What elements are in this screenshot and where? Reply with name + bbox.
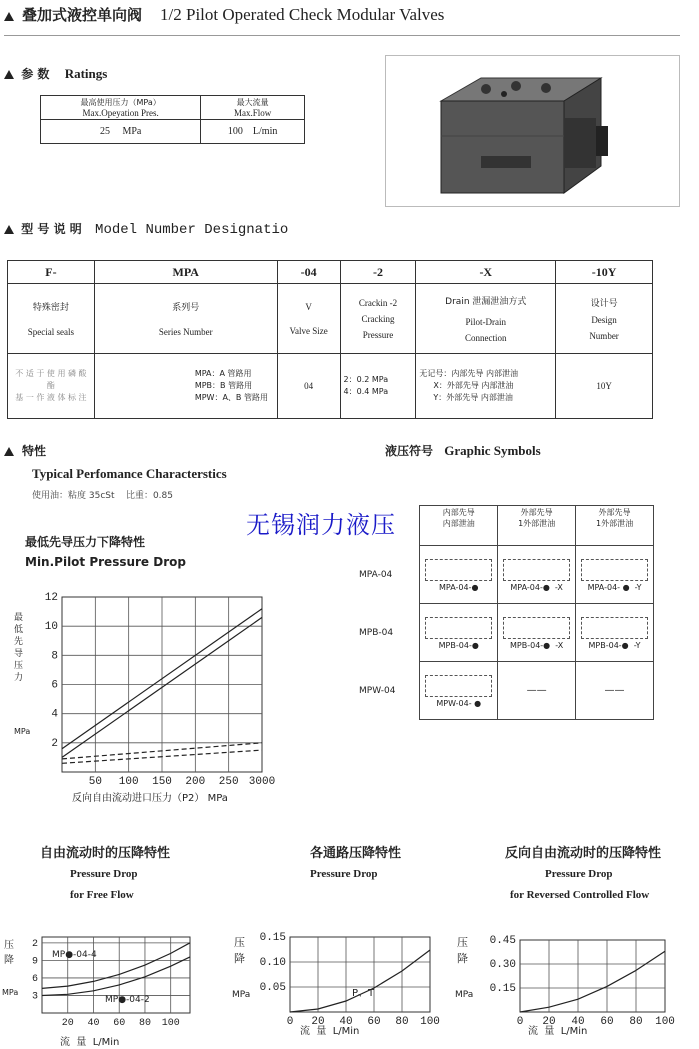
hydraulic-symbol-icon (425, 617, 492, 639)
symbol-cell: MPB-04-● -Y (576, 604, 654, 662)
chart3-title-cn: 反向自由流动时的压降特性 (505, 846, 662, 861)
symbol-cell: MPA-04- ● -Y (576, 546, 654, 604)
series-line (520, 951, 665, 1012)
hydraulic-symbol-icon (425, 559, 492, 581)
pilot-chart-title-cn: 最低先导压力下降特性 (25, 535, 146, 549)
y-tick-label: 6 (51, 679, 58, 692)
y-tick-label: 6 (31, 973, 38, 985)
hydraulic-symbol-icon (503, 559, 570, 581)
ratings-max-flow: 100 L/min (201, 120, 305, 144)
x-tick-label: 200 (185, 776, 206, 788)
chart3-yunit: MPa (455, 990, 474, 1000)
graphic-heading (385, 442, 541, 459)
ratings-heading (4, 65, 107, 82)
chart1-yunit: MPa (2, 988, 19, 997)
x-tick-label: 250 (218, 776, 239, 788)
x-tick-label: 40 (571, 1016, 585, 1028)
y-tick-label: 2 (51, 737, 58, 750)
x-tick-label: 100 (420, 1016, 440, 1028)
ratings-table (40, 95, 305, 144)
x-tick-label: 150 (152, 776, 172, 788)
y-tick-label: 12 (44, 592, 58, 604)
hydraulic-symbol-icon (425, 675, 492, 697)
valve-photo (385, 55, 680, 207)
desc-size: V Valve Size (277, 284, 340, 354)
section-marker-icon (4, 447, 14, 456)
val-size: 04 (277, 354, 340, 419)
val-series: MPA：A 管路用 MPB：B 管路用 MPW：A、B 管路用 (94, 354, 277, 419)
code-drain: -X (416, 261, 556, 284)
hydraulic-symbol-icon (581, 559, 648, 581)
model-table (7, 260, 653, 419)
chart3-title-en1: Pressure Drop (545, 868, 613, 880)
section-marker-icon (4, 12, 14, 21)
symbol-col-header-3: 外部先导 1外部泄油 (576, 506, 654, 546)
x-tick-label: 20 (311, 1016, 325, 1028)
val-drain: 无记号：内部先导 内部泄油 X：外部先导 内部泄油 Y：外部先导 内部泄油 (416, 354, 556, 419)
x-tick-label: 60 (113, 1018, 126, 1029)
x-tick-label: 0 (516, 1016, 524, 1028)
ratings-heading-en: Ratings (64, 66, 108, 81)
chart2-xlabel: 流 量 L/Min (300, 1026, 360, 1037)
perf-heading-en: Typical Perfomance Characterstics (32, 466, 227, 481)
val-cracking: 2：0.2 MPa 4：0.4 MPa (340, 354, 416, 419)
graphic-heading-en: Graphic Symbols (444, 443, 541, 458)
code-design: -10Y (556, 261, 653, 284)
x-tick-label: 60 (367, 1016, 381, 1028)
symbol-cell: MPB-04-● -X (498, 604, 576, 662)
perf-heading (4, 442, 46, 460)
hydraulic-symbol-icon (503, 617, 570, 639)
x-tick-label: 100 (118, 776, 139, 788)
y-tick-label: 0.05 (259, 982, 286, 994)
chart1-ylabel: 压降 (4, 940, 14, 966)
chart2-title-cn: 各通路压降特性 (310, 846, 402, 861)
series-line (290, 950, 430, 1012)
chart2-title-en: Pressure Drop (310, 868, 378, 880)
x-tick-label: 3000 (248, 776, 276, 788)
code-size: -04 (277, 261, 340, 284)
x-tick-label: 20 (61, 1018, 74, 1029)
pilot-chart-ylabel: 最低先导压力 (14, 613, 24, 683)
y-tick-label: 3 (31, 991, 38, 1003)
symbol-row-label: MPW-04 (359, 685, 396, 696)
y-tick-label: 0.15 (489, 983, 516, 995)
code-special-seal: F- (8, 261, 95, 284)
watermark-text: 无锡润力液压 (246, 511, 396, 539)
y-tick-label: 2 (31, 938, 38, 950)
pilot-chart-title-en: Min.Pilot Pressure Drop (25, 555, 186, 569)
plot-frame (290, 937, 430, 1012)
y-tick-label: 0.15 (259, 932, 286, 944)
symbol-cell: —— (576, 662, 654, 720)
pilot-pressure-chart (0, 585, 300, 805)
y-tick-label: 8 (51, 650, 58, 663)
y-tick-label: 0.30 (489, 959, 516, 971)
symbol-col-header-2: 外部先导 1外部泄油 (498, 506, 576, 546)
ratings-max-pressure: 25 MPa (41, 120, 201, 144)
y-tick-label: 0.10 (259, 957, 286, 969)
chart3-xlabel: 流 量 L/Min (528, 1026, 588, 1037)
chart2-series-label: P、T (352, 988, 375, 999)
symbol-cell: MPW-04- ● (420, 662, 498, 720)
symbol-cell: MPA-04-● (420, 546, 498, 604)
page-title-en: 1/2 Pilot Operated Check Modular Valves (160, 5, 445, 24)
code-series: MPA (94, 261, 277, 284)
desc-series: 系列号 Series Number (94, 284, 277, 354)
x-tick-label: 80 (629, 1016, 643, 1028)
desc-special-seal: 特殊密封 Special seals (8, 284, 95, 354)
symbol-row-label: MPB-04 (359, 627, 394, 638)
chart1-title-en2: for Free Flow (70, 889, 134, 901)
oil-note: 使用油：粘度 35cSt 比重：0.85 (32, 491, 173, 501)
section-marker-icon (4, 70, 14, 79)
symbol-col-header-1: 内部先导 内部泄油 (420, 506, 498, 546)
symbol-row-label: MPA-04 (359, 569, 393, 580)
y-tick-label: 4 (51, 708, 58, 721)
x-tick-label: 40 (87, 1018, 100, 1029)
series-line (42, 957, 190, 996)
model-heading (4, 220, 288, 238)
chart1-xlabel: 流 量 L/Min (60, 1037, 120, 1048)
valve-illustration (386, 56, 679, 206)
graphic-heading-cn: 液压符号 (385, 444, 434, 458)
page-header (4, 4, 694, 32)
x-tick-label: 100 (161, 1018, 180, 1029)
model-heading-en: Model Number Designatio (95, 222, 289, 238)
ratings-col2-header: 最大流量 Max.Flow (201, 96, 305, 120)
y-tick-label: 0.45 (489, 935, 516, 947)
y-tick-label: 10 (44, 621, 58, 634)
symbol-cell: MPB-04-● (420, 604, 498, 662)
model-heading-cn: 型 号 说 明 (21, 222, 82, 236)
desc-cracking: Crackin -2 Cracking Pressure (340, 284, 416, 354)
desc-design: 设计号 Design Number (556, 284, 653, 354)
chart1-series1-label: MP●-04-4 (52, 950, 97, 960)
perf-heading-cn: 特性 (22, 444, 47, 458)
symbol-cell: —— (498, 662, 576, 720)
chart3-ylabel: 压降 (457, 936, 468, 965)
x-tick-label: 40 (339, 1016, 353, 1028)
ratings-heading-cn: 参 数 (21, 67, 50, 81)
x-tick-label: 100 (655, 1016, 675, 1028)
x-tick-label: 50 (88, 776, 102, 788)
plot-frame (520, 940, 665, 1012)
pilot-chart-xlabel: 反向自由流动进口压力（P2） MPa (72, 793, 228, 804)
x-tick-label: 80 (395, 1016, 409, 1028)
symbol-cell: MPA-04-● -X (498, 546, 576, 604)
x-tick-label: 0 (286, 1016, 294, 1028)
chart2-yunit: MPa (232, 990, 251, 1000)
pilot-chart-yunit: MPa (14, 727, 31, 736)
page-title-cn: 叠加式液控单向阀 (22, 6, 143, 24)
ratings-col1-header: 最高使用压力（MPa） Max.Opeyation Pres. (41, 96, 201, 120)
x-tick-label: 60 (600, 1016, 614, 1028)
section-marker-icon (4, 225, 14, 234)
chart3-title-en2: for Reversed Controlled Flow (510, 889, 650, 901)
code-cracking: -2 (340, 261, 416, 284)
val-special-seal: 不 适 于 使 用 磷 酸 酯 基 一 作 液 体 标 注 (8, 354, 95, 419)
val-design: 10Y (556, 354, 653, 419)
x-tick-label: 20 (542, 1016, 556, 1028)
graphic-symbol-table (356, 505, 654, 720)
chart1-title-cn: 自由流动时的压降特性 (40, 846, 171, 861)
hydraulic-symbol-icon (581, 617, 648, 639)
chart1-title-en1: Pressure Drop (70, 868, 138, 880)
free-flow-chart (0, 925, 200, 1049)
header-rule (4, 35, 680, 36)
x-tick-label: 80 (138, 1018, 151, 1029)
chart2-ylabel: 压降 (234, 936, 245, 965)
chart1-series2-label: MP●-04-2 (105, 995, 150, 1005)
desc-drain: Drain 泄漏泄油方式 Pilot-Drain Connection (416, 284, 556, 354)
y-tick-label: 9 (31, 956, 38, 968)
